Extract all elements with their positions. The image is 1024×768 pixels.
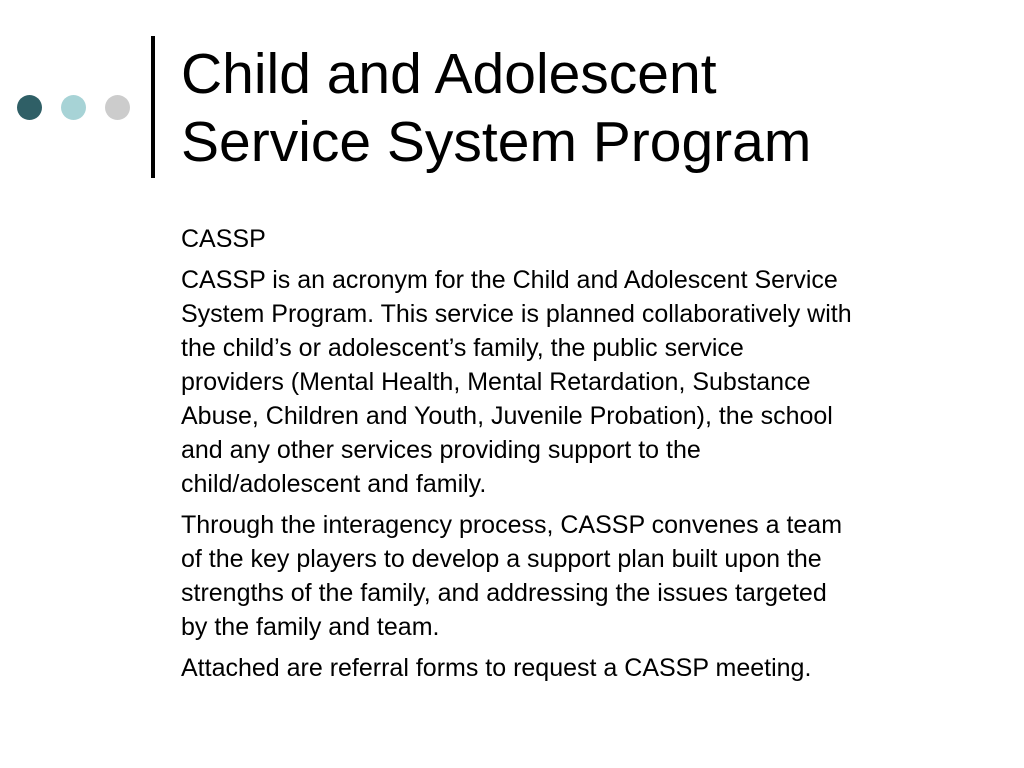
text-line: System Program. This service is planned collaboratively with: [181, 300, 852, 328]
paragraph-heading: [181, 222, 971, 256]
text-line: providers (Mental Health, Mental Retardation, Substance: [181, 368, 811, 396]
slide-title: [181, 40, 1001, 176]
text-line: the child’s or adolescent’s family, the public service: [181, 334, 744, 362]
text-line: and any other services providing support to the: [181, 436, 701, 464]
paragraph-process: [181, 508, 971, 644]
paragraph-description: [181, 263, 971, 501]
text-line: by the family and team.: [181, 613, 440, 641]
dot-gray: [105, 95, 130, 120]
decorative-dots: [17, 94, 130, 120]
text-line: Through the interagency process, CASSP convenes a team: [181, 511, 843, 539]
dot-light: [61, 95, 86, 120]
dot-dark: [17, 95, 42, 120]
text-line: of the key players to develop a support plan built upon the: [181, 545, 822, 573]
title-line: Service System Program: [181, 110, 812, 174]
title-divider: [151, 36, 155, 178]
text-line: Abuse, Children and Youth, Juvenile Probation), the school: [181, 402, 833, 430]
title-line: Child and Adolescent: [181, 42, 717, 106]
text-line: CASSP is an acronym for the Child and Adolescent Service: [181, 266, 838, 294]
paragraph-attachment: [181, 651, 971, 685]
text-line: child/adolescent and family.: [181, 470, 487, 498]
text-line: Attached are referral forms to request a CASSP meeting.: [181, 654, 812, 682]
text-line: strengths of the family, and addressing the issues targeted: [181, 579, 827, 607]
text-line: CASSP: [181, 225, 266, 253]
slide-body: [181, 222, 971, 692]
